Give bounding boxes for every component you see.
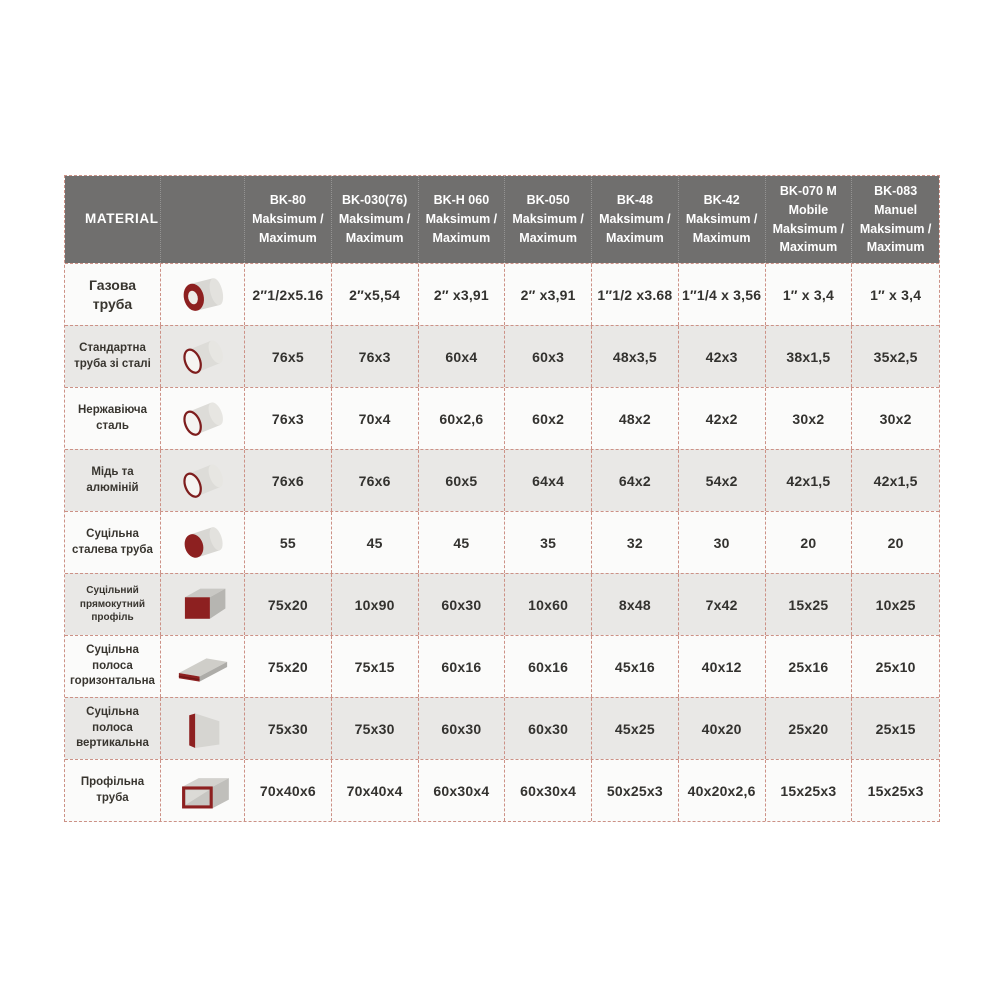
value-cell: 40x20 [679, 698, 766, 759]
material-label: Суцільна сталева труба [65, 512, 161, 573]
value-cell: 60x30 [505, 698, 592, 759]
model-subtitle: Maksimum / Maximum [338, 212, 411, 245]
value-cell: 60x5 [419, 450, 506, 511]
model-subtitle: Maksimum / Maximum [772, 221, 845, 255]
material-icon-cell [161, 574, 245, 635]
material-icon-cell [161, 450, 245, 511]
model-name: BK-48 [616, 193, 653, 208]
value-cell: 50x25x3 [592, 760, 679, 821]
value-cell: 60x30x4 [505, 760, 592, 821]
value-cell: 75x30 [245, 698, 332, 759]
value-cell: 10x60 [505, 574, 592, 635]
value-cell: 70x40x4 [332, 760, 419, 821]
model-name: BK-083 Manuel [874, 184, 918, 217]
value-cell: 2″1/2x5.16 [245, 264, 332, 325]
table-row [65, 697, 939, 759]
value-cell: 45 [332, 512, 419, 573]
value-cell: 42x1,5 [873, 472, 918, 489]
value-cell: 38x1,5 [766, 326, 853, 387]
value-cell: 2″ x3,91 [505, 264, 592, 325]
material-label: Стандартна труба зі сталі [65, 326, 161, 387]
value-cell: 35x2,5 [873, 348, 918, 365]
value-cell: 15x25x3 [766, 760, 853, 821]
material-label: Газова труба [65, 264, 161, 325]
table-body [65, 263, 939, 821]
value-cell: 54x2 [679, 450, 766, 511]
value-cell: 75x20 [245, 636, 332, 697]
value-cell: 60x30x4 [419, 760, 506, 821]
value-cell: 75x15 [332, 636, 419, 697]
model-column-header [852, 176, 939, 263]
solid-rect-profile-icon [172, 582, 234, 628]
model-name: BK-050 [526, 193, 570, 208]
table-row [65, 387, 939, 449]
value-cell: 42x2 [679, 388, 766, 449]
value-cell: 7x42 [679, 574, 766, 635]
table-row [65, 759, 939, 821]
table-row [65, 325, 939, 387]
value-cell: 35 [505, 512, 592, 573]
value-cell: 76x6 [245, 450, 332, 511]
material-icon-cell [161, 636, 245, 697]
model-column-header [505, 176, 592, 263]
material-spec-table [64, 175, 940, 822]
model-subtitle: Maksimum / Maximum [599, 212, 671, 245]
value-cell: 60x16 [419, 636, 506, 697]
value-cell: 55 [245, 512, 332, 573]
model-column-header [419, 176, 506, 263]
model-column-header [592, 176, 679, 263]
value-cell: 25x15 [875, 720, 916, 737]
value-cell: 40x12 [679, 636, 766, 697]
model-name: BK-80 [269, 193, 306, 208]
model-column-header [679, 176, 766, 263]
model-subtitle: Maksimum / Maximum [859, 221, 932, 255]
value-cell: 64x4 [505, 450, 592, 511]
material-label: Суцільна полоса горизонтальна [65, 636, 161, 697]
value-cell: 30 [679, 512, 766, 573]
solid-round-bar-icon [172, 520, 234, 566]
value-cell: 1″ x 3,4 [870, 286, 922, 303]
material-label: Суцільний прямокутний профіль [65, 574, 161, 635]
flat-bar-horizontal-icon [172, 644, 234, 690]
value-cell: 20 [766, 512, 853, 573]
material-icon-cell [161, 760, 245, 821]
material-icon-cell [161, 512, 245, 573]
icon-column-header [161, 176, 245, 263]
value-cell: 32 [592, 512, 679, 573]
value-cell: 1″1/2 x3.68 [592, 264, 679, 325]
value-cell: 76x5 [245, 326, 332, 387]
value-cell: 60x3 [505, 326, 592, 387]
material-label: Профільна труба [65, 760, 161, 821]
value-cell: 60x30 [419, 574, 506, 635]
model-name: BK-070 M Mobile [779, 184, 837, 217]
value-cell: 1″1/4 x 3,56 [679, 264, 766, 325]
value-cell: 30x2 [766, 388, 853, 449]
value-cell: 75x20 [245, 574, 332, 635]
model-name: BK-H 060 [433, 193, 490, 208]
value-cell: 60x4 [419, 326, 506, 387]
steel-pipe-icon [172, 334, 234, 380]
flat-bar-vertical-icon [172, 706, 234, 752]
material-label: Суцільна полоса вертикальна [65, 698, 161, 759]
model-subtitle: Maksimum / Maximum [685, 212, 758, 245]
material-icon-cell [161, 326, 245, 387]
value-cell: 2″x5,54 [332, 264, 419, 325]
value-cell: 30x2 [879, 410, 912, 427]
material-label: Мідь та алюміній [65, 450, 161, 511]
value-cell: 1″ x 3,4 [766, 264, 853, 325]
value-cell: 15x25 [766, 574, 853, 635]
value-cell: 40x20x2,6 [679, 760, 766, 821]
material-icon-cell [161, 698, 245, 759]
material-column-header: MATERIAL [65, 176, 161, 263]
value-cell: 25x20 [766, 698, 853, 759]
value-cell: 60x2 [505, 388, 592, 449]
value-cell: 48x3,5 [592, 326, 679, 387]
material-icon-cell [161, 264, 245, 325]
value-cell: 70x4 [332, 388, 419, 449]
value-cell: 42x1,5 [766, 450, 853, 511]
value-cell: 60x16 [505, 636, 592, 697]
value-cell: 20 [887, 534, 904, 551]
table-row [65, 573, 939, 635]
value-cell: 45x25 [592, 698, 679, 759]
value-cell: 10x90 [332, 574, 419, 635]
value-cell: 76x3 [332, 326, 419, 387]
value-cell: 60x30 [419, 698, 506, 759]
value-cell: 60x2,6 [419, 388, 506, 449]
table-row [65, 511, 939, 573]
value-cell: 45 [419, 512, 506, 573]
value-cell: 64x2 [592, 450, 679, 511]
table-row [65, 263, 939, 325]
table-row [65, 449, 939, 511]
value-cell: 25x16 [766, 636, 853, 697]
model-subtitle: Maksimum / Maximum [425, 212, 498, 245]
model-column-header [332, 176, 419, 263]
thick-wall-pipe-icon [172, 272, 234, 318]
value-cell: 45x16 [592, 636, 679, 697]
steel-pipe-icon [172, 458, 234, 504]
model-subtitle: Maksimum / Maximum [252, 212, 324, 245]
material-label: Нержавіюча сталь [65, 388, 161, 449]
model-name: BK-030(76) [341, 193, 408, 208]
model-subtitle: Maksimum / Maximum [512, 212, 584, 245]
profile-tube-icon [172, 768, 234, 814]
model-column-header [766, 176, 853, 263]
value-cell: 76x3 [245, 388, 332, 449]
value-cell: 8x48 [592, 574, 679, 635]
material-icon-cell [161, 388, 245, 449]
value-cell: 48x2 [592, 388, 679, 449]
value-cell: 70x40x6 [245, 760, 332, 821]
value-cell: 2″ x3,91 [419, 264, 506, 325]
value-cell: 10x25 [875, 596, 916, 613]
model-name: BK-42 [703, 193, 740, 208]
model-column-header [245, 176, 332, 263]
value-cell: 75x30 [332, 698, 419, 759]
steel-pipe-icon [172, 396, 234, 442]
table-header-row [65, 176, 939, 263]
value-cell: 76x6 [332, 450, 419, 511]
value-cell: 42x3 [679, 326, 766, 387]
value-cell: 15x25x3 [867, 782, 924, 799]
value-cell: 25x10 [875, 658, 916, 675]
table-row [65, 635, 939, 697]
